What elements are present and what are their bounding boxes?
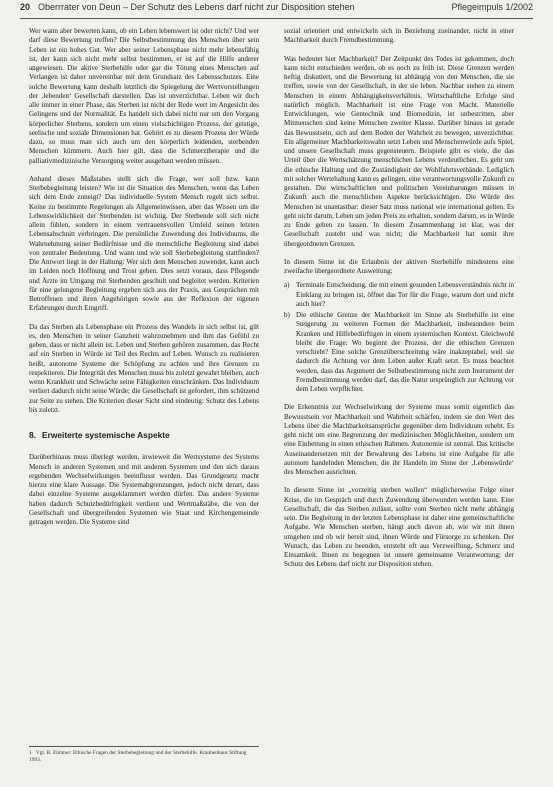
- running-title: Oberrrater von Deun – Der Schutz des Lebens darf nicht zur Disposition stehen: [38, 2, 355, 12]
- list-item: [284, 281, 514, 309]
- section-heading: [29, 431, 259, 440]
- footnote: [29, 746, 259, 764]
- journal-issue: Pflegeimpuls 1/2002: [451, 2, 533, 12]
- body-paragraph: Was bedeutet hier Machbarkeit? Der Zeitpunkt des Todes ist gekommen, doch kann nicht entschieden werden, ob es noch zu früh ist. Diese Grenzen werden heftig diskutiert, und die Bewertung ist abhängig von den Menschen, die sie treffen, sowie von der Gesellschaft, in der sie leben. Nachbar stehen zu einem Menschen in einem Abhängigkeitsverhältnis. Wirtschaftliche Erfolge sind natürlich möglich. Machbarkeit ist eine Frage von Macht. Materielle Entwicklungen, wie Gentechnik und Biomedizin, ist unbestritten, aber Mitmenschen sind keine Menschen zweiter Klasse. Darüber hinaus ist gerade das Bewusstsein, sich auf dem Boden der Wahrheit zu bewegen, unverzichtbar. Ein allgemeiner Machbarkeitswahn setzt Leben und Menschenwürde aufs Spiel, und unsere Gesellschaft muss gegensteuern. Beispiele gibt es viele, die das Urteil über die Wertschätzung menschlichen Lebens verdeutlichen. Es geht um die ethische Haltung und die Zuständigkeit der Wohlfahrtsverbände. Lediglich mit solcher Wertehaltung kann es gelingen, eine verantwortungsvolle Zukunft zu gestalten. Die wirtschaftlichen und politischen Vereinbarungen müssen in Zukunft auch die menschlichen Aspekte berücksichtigen. Die Würde des Menschen ist unantastbar: dieser Satz muss national wie international gelten. Es geht nicht darum, Leben um jeden Preis zu erhalten, sondern darum, es in Würde zu Ende gehen zu lassen. In diesem Zusammenhang ist klar, was der Gesellschaft zusteht und was nicht; die Machbarkeit hat somit ihre übergeordneten Grenzen.: [284, 54, 514, 248]
- body-paragraph: Wer wann aber bewerten kann, ob ein Leben lebenswert ist oder nicht? Und wer darf diese Bewertung treffen? Die Selbstbestimmung des Menschen über sein Leben ist ein hohes Gut. Wer aber seiner Lebensphase nicht mehr lebensfähig ist, der kann sich nicht mehr selbst bestimmen, er ist auf die Hilfe anderer angewiesen. Die aktive Sterbehilfe oder gar die Tötung eines Menschen auf Verlangen ist daher unvereinbar mit dem Grundsatz des Lebensschutzes. Eine solche Bewertung kann deshalb letztlich die Spiegelung der Wertvorstellungen der ‚lebenden‘ Gesellschaft darstellen. Das ist unverzichtbar. Leben wir doch alle immer in einer Phase, das Sterben ist nicht der Rede wert im Angesicht des Gelingens und der Normalität. Es handelt sich dabei nicht nur um den Vorgang körperlicher Sterbens, sondern um einen vielschichtigen Prozess, der geistige, seelische und soziale Dimensionen hat. Gehört es zu diesem Prozess der Würde dazu, so muss man sich auch um den körperlich leidenden, sterbenden Menschen kümmern. Auch hier gilt, dass die Schmerztherapie und die palliativmedizinische Versorgung weiter ausgebaut werden müssen.: [29, 27, 259, 165]
- body-paragraph: sozial orientiert und entwickeln sich in Beziehung zueinander, nicht in einer Machbarkeit durch Fremdbestimmung.: [284, 27, 514, 45]
- list-item-label: b): [284, 311, 290, 319]
- footnote-marker: 1: [29, 750, 32, 756]
- body-paragraph: Da das Sterben als Lebensphase ein Prozess des Wandels in sich selbst ist, gilt es, den Menschen in seiner Ganzheit wahrzunehmen und ihm das Gefühl zu geben, dass er nicht allein ist. Leben und Sterben gehören zusammen, das Recht auf ein Sterben in Würde ist Teil des Rechts auf Leben. Wunsch zu realisieren heißt, autonome Systeme der Schöpfung zu achten und ihre Grenzen zu respektieren. Die Integrität des Menschen muss bis zuletzt gewahrt bleiben, auch wenn Krankheit und Schwäche seine Fähigkeiten einschränken. Das Individuum verliert dadurch nicht seine Würde; die Gesellschaft ist gefordert, ihm schützend zur Seite zu stehen. Die Kriterien dieser Sicht sind eindeutig: Schutz des Lebens bis zuletzt.: [29, 322, 259, 414]
- body-paragraph: Die Erkenntnis zur Wechselwirkung der Systeme muss somit eigentlich das Bewusstsein vor Machbarkeit und Wahrheit schärfen, indem sie den Wert des Lebens über die Machbarkeitsansprüche gegenüber dem Individuum erhebt. Es geht nicht um eine Begrenzung der medizinischen Möglichkeiten, sondern um eine Einbettung in einen ethischen Rahmen. Autonomie ist zentral. Das kritische Auseinandersetzen mit der Bewahrung des Lebens ist eine Aufgabe für alle autonom handelnden Menschen, die ihr Handeln im Sinne der ‚Lebenswürde‘ des Menschen ausrichten.: [284, 403, 514, 476]
- section-number: 8.: [29, 430, 36, 440]
- footnote-text: Vgl. B. Zimmer: Ethische Fragen der Sterbebegleitung und der Sterbehilfe. Kranhenhaus Stiftung 1993.: [29, 750, 247, 763]
- list-item-text: Terminale Entscheidung, die mit einem gesunden Lebensverständnis nicht in Einklang zu bringen ist, öffnet das Tor für die Frage, warum dort und nicht auch hier?: [296, 281, 514, 308]
- running-header: [20, 2, 533, 19]
- list-item-label: a): [284, 281, 290, 290]
- list-item: [284, 311, 514, 394]
- list-item-text: Die ethische Grenze der Machbarkeit im Sinne als Sterbehilfe ist eine Steigerung zu weiteren Formen der Machbarkeit, insbesondere beim Kranken und Hilfebedürftigen in einem systemischen Kontext. Gleichwohl bleibt die Frage: Wo beginnt der Prozess, der die ethischen Grenzen verschiebt? Eine solche Grenzüberschreitung wäre inakzeptabel, weil sie dadurch die Achtung vor dem Leben außer Kraft setzt. Es muss beachtet werden, dass das Argument der Selbstbestimmung nicht zum Instrument der Fremdbestimmung werden darf, das die Natur ursprünglich zur Achtung vor dem Leben verpflichtet.: [296, 311, 514, 393]
- body-paragraph: In diesem Sinne ist die Erlaubnis der aktiven Sterbehilfe mindestens eine zweifache übergeordnete Ausweitung:: [284, 257, 514, 275]
- right-column: [284, 27, 514, 579]
- body-paragraph: Anhand dieses Maßstabes stellt sich die Frage, wer soll bzw. kann Sterbebegleitung leisten? Wie ist die Situation des Menschen, wenn das Leben sich dem Ende zuneigt? Das individuelle System Mensch regelt sich selbst. Keine zu bestimmte Regelungen als Allgemeinwissen, aber das Wissen um die Lebenswirklichkeit der Sterbenden ist wichtig. Der Sterbende soll sich nicht allein fühlen, sondern in einem vertrauensvollen Umfeld seinen letzten Lebensabschnitt verbringen. Die persönliche Zuwendung des Individuums, die Wahrnehmung seiner Bedürfnisse und die menschliche Begleitung sind dabei von zentraler Bedeutung. Und wann und wie soll Sterbebegleitung stattfinden? Die Antwort liegt in der Haltung: Wer sich dem Menschen zuwendet, kann auch im Leiden noch Hoffnung und Trost geben. Dies setzt voraus, dass Pflegende und Ärzte im Umgang mit Sterbenden geschult und begleitet werden. Kriterien für eine gelungene Begleitung ergeben sich aus der Praxis, aus Gesprächen mit Betroffenen und ihren Angehörigen sowie aus der Reflexion der eigenen Erfahrungen durch Eingriff.: [29, 174, 259, 313]
- page-number: 20: [20, 2, 31, 12]
- body-paragraph: In diesem Sinne ist „vorzeitig sterben wollen“ möglicherweise Folge einer Krise, die im Gespräch und durch Zuwendung überwunden werden kann. Eine Gesellschaft, die das Sterben zulässt, sollte vom Sterben nicht mehr abhängig sein. Die Begleitung in der letzten Lebensphase ist daher eine gemeinschaftliche Aufgabe. Wie Menschen sterben, hängt auch davon ab, wie wir mit ihnen umgehen und ob wir bereit sind, ihnen Würde und Fürsorge zu schenken. Der Wunsch, das Leben zu beenden, entsteht oft aus Verzweiflung, Schmerz und Einsamkeit. Ihnen zu begegnen ist unsere gemeinsame Verantwortung; der Schutz des Lebens darf nicht zur Disposition stehen.: [284, 486, 514, 569]
- body-paragraph: Darüberhinaus muss überlegt werden, inwieweit die Wertsysteme des Systems Mensch in anderen Systemen und mit anderen Systemen und den sich daraus ergebenden Wechselwirkungen beeinflusst werden. Das Grundgesetz macht hierzu eine klare Aussage. Die Systemabgrenzungen, jedoch nicht derart, dass dabei einzelne Systeme ausgeklammert werden dürfen. Das andere Systeme haben dadurch Schutzbedürftigkeit verdient und Wertmaßstäbe, die von der Gesellschaft und übergreifenden Systemen wie Staat und Kirchengemeinde getragen werden. Die Systeme sind: [29, 453, 259, 526]
- enumerated-list: [284, 281, 514, 394]
- left-column: [29, 27, 259, 536]
- section-title: Erweiterte systemische Aspekte: [42, 430, 170, 440]
